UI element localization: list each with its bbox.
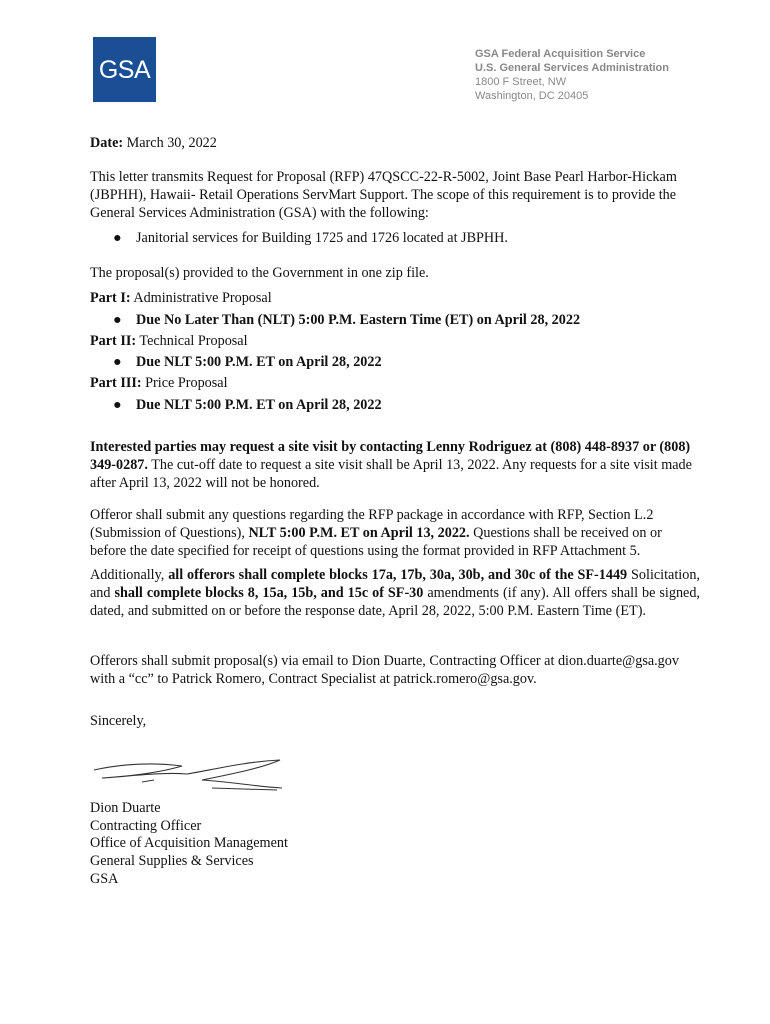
part3-line [90,374,228,392]
intro-paragraph: This letter transmits Request for Proposal (RFP) 47QSCC-22-R-5002, Joint Base Pearl Harbor-Hickam (JBPHH), Hawaii- Retail Operations ServMart Support. The scope of this requirement is to provide the General Services Administration (GSA) with the following: [90,169,677,221]
part3-label: Part III: [90,375,142,391]
gsa-logo [93,37,156,102]
additionally-c: amendments (if any). All offers shall be signed, dated, and submitted on or before the response date, April 28, 2022, 5:00 P.M. Eastern Time (ET). [90,585,700,619]
date-label: Date: [90,135,124,151]
questions-deadline: NLT 5:00 P.M. ET on April 13, 2022. [248,525,470,541]
bullet-dot: ● [113,230,122,246]
bullet-dot: ● [113,397,122,413]
sender-address [475,47,669,103]
additionally-bold-2: shall complete blocks 8, 15a, 15b, and 15c of SF-30 [114,585,424,601]
part2-line [90,332,248,350]
site-visit-bold: Interested parties may request a site visit by contacting Lenny Rodriguez at (808) 448-8937 or (808) 349-0287. [90,439,691,473]
sender-city: Washington, DC 20405 [475,90,589,102]
part2-text: Technical Proposal [139,333,248,349]
signer-office: Office of Acquisition Management [90,835,288,851]
part3-text: Price Proposal [145,375,228,391]
part1-due: Due No Later Than (NLT) 5:00 P.M. Eastern Time (ET) on April 28, 2022 [136,312,581,328]
questions-a: Offeror shall submit any questions regarding the RFP package in accordance with RFP, Section L.2 (Submission of Questions), [90,507,654,541]
sender-org-2: U.S. General Services Administration [475,62,669,74]
submit-paragraph: Offerors shall submit proposal(s) via email to Dion Duarte, Contracting Officer at dion.duarte@gsa.gov with a “cc” to Patrick Romero, Contract Specialist at patrick.romero@gsa.gov. [90,653,679,687]
sender-street: 1800 F Street, NW [475,76,567,88]
additionally-a: Additionally, [90,567,169,583]
logo-text: GSA [98,56,151,84]
signer-org: GSA [90,871,119,887]
part2-label: Part II: [90,333,137,349]
signer-title: Contracting Officer [90,818,202,834]
site-visit-rest: The cut-off date to request a site visit shall be April 13, 2022. Any requests for a site visit made after April 13, 2022 will not be honored. [90,457,692,491]
part1-label: Part I: [90,290,131,306]
date-value: March 30, 2022 [126,135,217,151]
date-line [90,134,217,152]
sincerely: Sincerely, [90,713,147,729]
signature [92,752,292,794]
bullet-dot: ● [113,354,122,370]
bullet-dot: ● [113,312,122,328]
site-visit-paragraph [90,438,700,492]
questions-paragraph [90,506,700,560]
additionally-bold-1: all offerors shall complete blocks 17a, 17b, 30a, 30b, and 30c of the SF-1449 [168,567,628,583]
part2-due: Due NLT 5:00 P.M. ET on April 28, 2022 [136,354,382,370]
part3-due: Due NLT 5:00 P.M. ET on April 28, 2022 [136,397,382,413]
part1-line [90,289,272,307]
proposals-intro: The proposal(s) provided to the Government in one zip file. [90,265,429,281]
additionally-paragraph [90,566,700,620]
sender-org-1: GSA Federal Acquisition Service [475,48,646,60]
questions-b: Questions shall be received on or before the date specified for receipt of questions using the format provided in RFP Attachment 5. [90,525,662,559]
signer-division: General Supplies & Services [90,853,254,869]
scope-bullet: Janitorial services for Building 1725 and 1726 located at JBPHH. [136,230,508,246]
additionally-b: Solicitation, and [90,567,700,601]
signer-name: Dion Duarte [90,800,161,816]
part1-text: Administrative Proposal [133,290,272,306]
